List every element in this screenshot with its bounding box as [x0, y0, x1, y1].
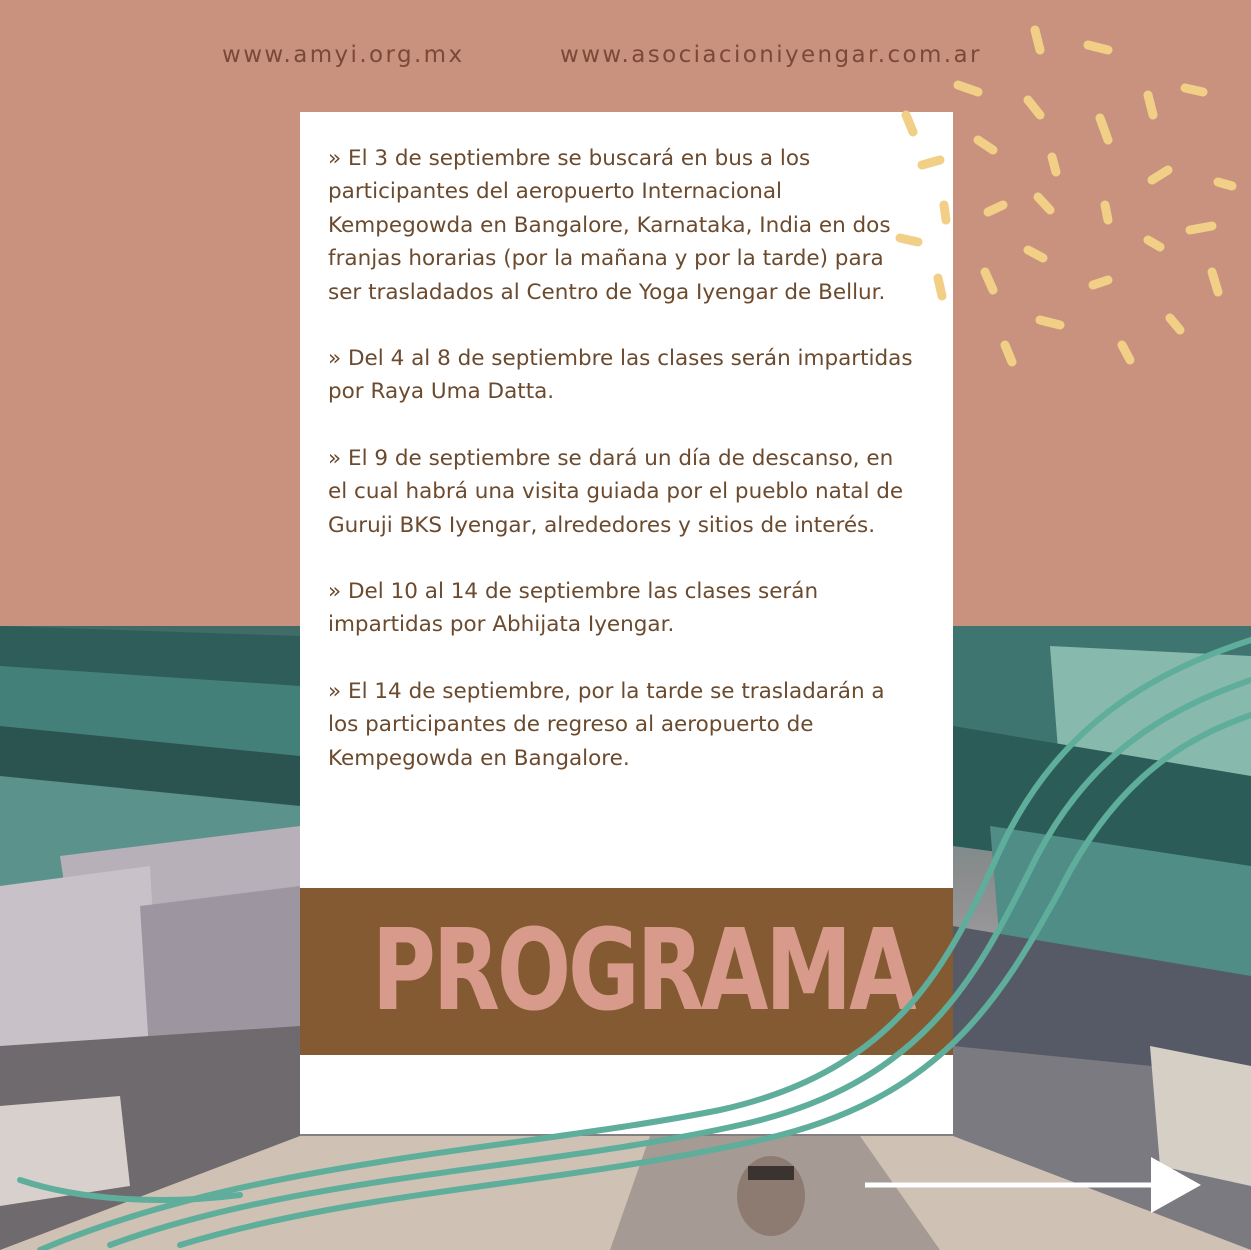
header-urls	[0, 42, 1251, 78]
program-item-sept-10-14: » Del 10 al 14 de septiembre las clases serán impartidas por Abhijata Iyengar.	[328, 579, 819, 638]
arrow-right-icon[interactable]	[865, 1155, 1205, 1215]
program-item-sept-4-8: » Del 4 al 8 de septiembre las clases serán impartidas por Raya Uma Datta.	[328, 346, 913, 405]
program-list	[328, 142, 918, 808]
program-item-sept-9: » El 9 de septiembre se dará un día de descanso, en el cual habrá una visita guiada por el pueblo natal de Guruji BKS Iyengar, alrededores y sitios de interés.	[328, 445, 904, 538]
program-item-sept-3: » El 3 de septiembre se buscará en bus a los participantes del aeropuerto Internacional Kempegowda en Bangalore, Karnataka, India en dos franjas horarias (por la mañana y por la tarde) para ser trasladados al Centro de Yoga Iyengar de Bellur.	[328, 146, 891, 305]
website-link-amyi[interactable]: www.amyi.org.mx	[222, 42, 465, 68]
program-item-sept-14: » El 14 de septiembre, por la tarde se trasladarán a los participantes de regreso al aeropuerto de Kempegowda en Bangalore.	[328, 678, 885, 771]
website-link-asociacion-iyengar[interactable]: www.asociacioniyengar.com.ar	[560, 42, 982, 68]
program-card	[300, 112, 953, 1134]
program-banner	[300, 888, 953, 1055]
banner-title: PROGRAMA	[371, 906, 914, 1036]
